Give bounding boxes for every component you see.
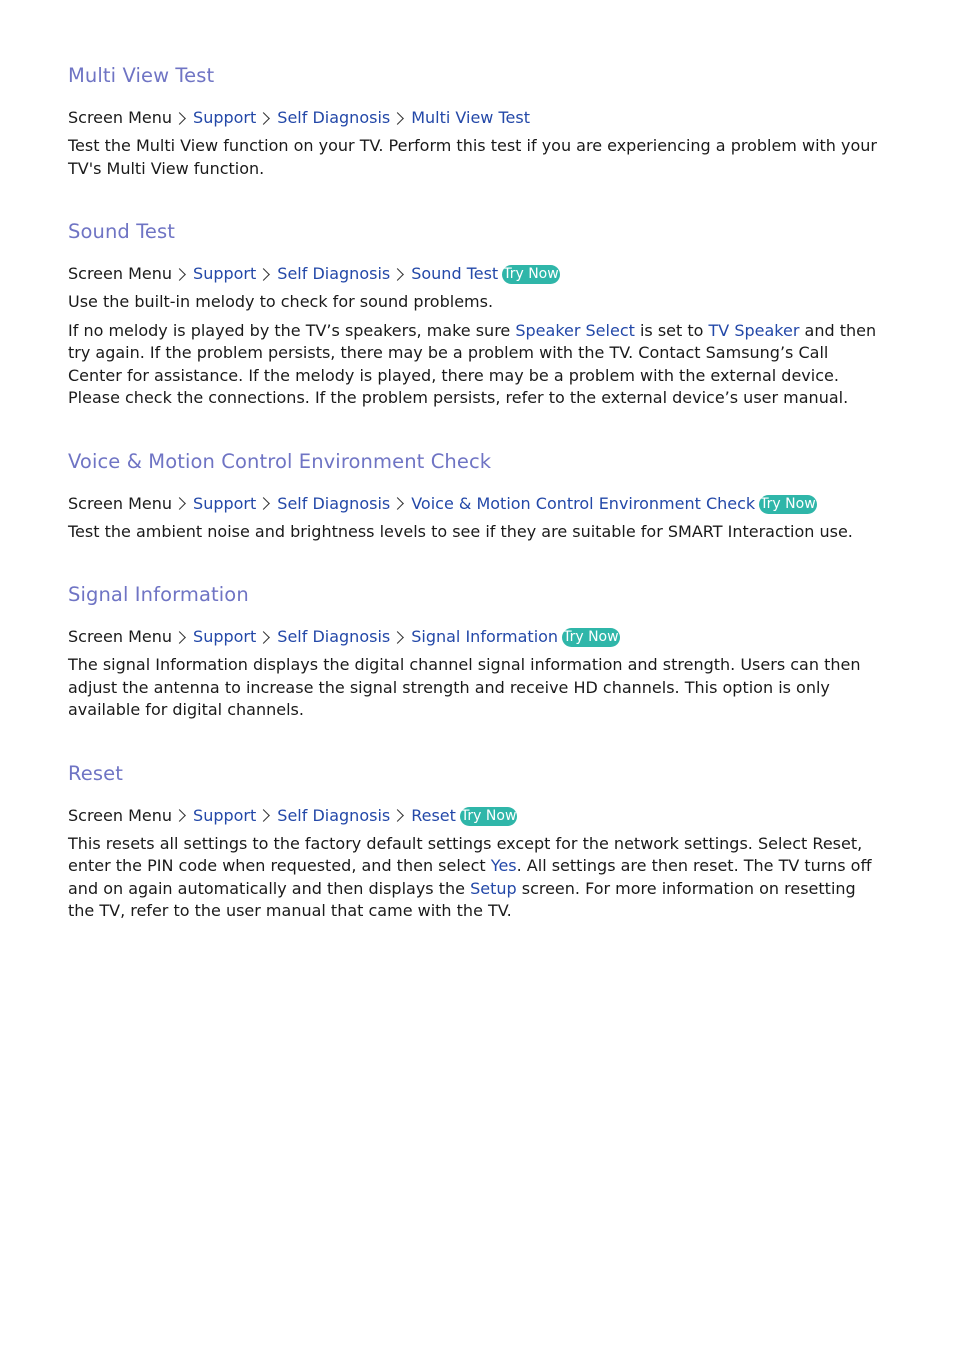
text-run: . All settings are then reset. The TV turns off and on again automatically and then displays the [68, 856, 872, 898]
section-spacer [68, 186, 884, 216]
speaker-select-term: Speaker Select [515, 320, 635, 340]
section-signal-information [68, 579, 884, 722]
chevron-right-icon [257, 112, 270, 125]
menu-path-voice-motion-check [68, 493, 884, 515]
try-now-button[interactable]: Try Now [563, 629, 619, 645]
section-title-reset: Reset [68, 761, 123, 785]
signal-information-description: The signal Information displays the digital channel signal information and strength. Users can then adjust the antenna to increase the signal strength and receive HD channels. This option is only available for digital channels. [68, 655, 861, 719]
path-self-diagnosis-link[interactable]: Self Diagnosis [277, 264, 391, 283]
chevron-right-icon [257, 631, 270, 644]
reset-description [68, 833, 884, 923]
chevron-right-icon [391, 268, 404, 281]
chevron-right-icon [257, 497, 270, 510]
path-voice-motion-check-link[interactable]: Voice & Motion Control Environment Check [411, 493, 756, 513]
path-sound-test-link[interactable]: Sound Test [411, 264, 499, 283]
section-spacer [68, 728, 884, 758]
menu-path-sound-test [68, 263, 884, 285]
path-multi-view-test-link[interactable]: Multi View Test [411, 108, 530, 127]
chevron-right-icon [391, 112, 404, 125]
yes-term: Yes [490, 856, 517, 875]
chevron-right-icon [257, 809, 270, 822]
section-sound-test [68, 216, 884, 410]
try-now-button[interactable]: Try Now [760, 495, 816, 512]
path-screen-menu: Screen Menu [68, 108, 173, 127]
text-run: screen. For more information on resetting the TV, refer to the user manual that came with the TV. [68, 878, 856, 920]
path-screen-menu: Screen Menu [68, 493, 173, 513]
try-now-button[interactable]: Try Now [460, 807, 517, 824]
chevron-right-icon [391, 809, 404, 822]
voice-motion-check-description: Test the ambient noise and brightness levels to see if they are suitable for SMART Interaction use. [68, 521, 853, 541]
path-self-diagnosis-link[interactable]: Self Diagnosis [277, 108, 391, 127]
sound-test-troubleshooting [68, 320, 884, 410]
path-screen-menu: Screen Menu [68, 627, 173, 646]
chevron-right-icon [173, 112, 186, 125]
chevron-right-icon [173, 809, 186, 822]
path-support-link[interactable]: Support [193, 264, 257, 283]
section-reset [68, 758, 884, 923]
section-voice-motion-check [68, 446, 884, 544]
menu-path-signal-information [68, 626, 884, 648]
text-run: This resets all settings to the factory default settings except for the network settings. Select Reset, enter the PIN code when requested, and then select [68, 833, 863, 875]
path-screen-menu: Screen Menu [68, 805, 173, 825]
path-signal-information-link[interactable]: Signal Information [411, 627, 559, 646]
setup-term: Setup [470, 878, 517, 898]
path-support-link[interactable]: Support [193, 493, 257, 513]
section-title-voice-motion-check: Voice & Motion Control Environment Check [68, 449, 492, 473]
multi-view-test-description: Test the Multi View function on your TV. Perform this test if you are experiencing a problem with your TV's Multi View function. [68, 136, 877, 178]
path-self-diagnosis-link[interactable]: Self Diagnosis [277, 627, 391, 646]
sound-test-description: Use the built-in melody to check for sound problems. [68, 292, 494, 311]
chevron-right-icon [173, 631, 186, 644]
path-reset-link[interactable]: Reset [411, 805, 456, 825]
section-spacer [68, 549, 884, 579]
menu-path-multi-view-test [68, 107, 884, 129]
chevron-right-icon [173, 497, 186, 510]
section-title-sound-test: Sound Test [68, 220, 176, 243]
chevron-right-icon [391, 631, 404, 644]
path-support-link[interactable]: Support [193, 108, 257, 127]
section-multi-view-test [68, 60, 884, 180]
path-self-diagnosis-link[interactable]: Self Diagnosis [277, 493, 391, 513]
manual-page [68, 60, 884, 929]
section-title-signal-information: Signal Information [68, 583, 249, 606]
text-run: and then try again. If the problem persists, there may be a problem with the TV. Contact Samsung’s Call Center for assistance. If the melody is played, there may be a problem with the external device. Please check the connections. If the problem persists, refer to the external device’s user manual. [68, 320, 877, 407]
chevron-right-icon [257, 268, 270, 281]
chevron-right-icon [391, 497, 404, 510]
path-screen-menu: Screen Menu [68, 264, 173, 283]
path-support-link[interactable]: Support [193, 805, 257, 825]
section-title-multi-view-test: Multi View Test [68, 64, 215, 87]
text-run: If no melody is played by the TV’s speakers, make sure [68, 320, 516, 340]
chevron-right-icon [173, 268, 186, 281]
tv-speaker-term: TV Speaker [708, 320, 800, 340]
path-self-diagnosis-link[interactable]: Self Diagnosis [277, 805, 391, 825]
section-spacer [68, 416, 884, 446]
menu-path-reset [68, 805, 884, 827]
text-run: is set to [634, 320, 709, 340]
try-now-button[interactable]: Try Now [503, 266, 559, 282]
path-support-link[interactable]: Support [193, 627, 257, 646]
